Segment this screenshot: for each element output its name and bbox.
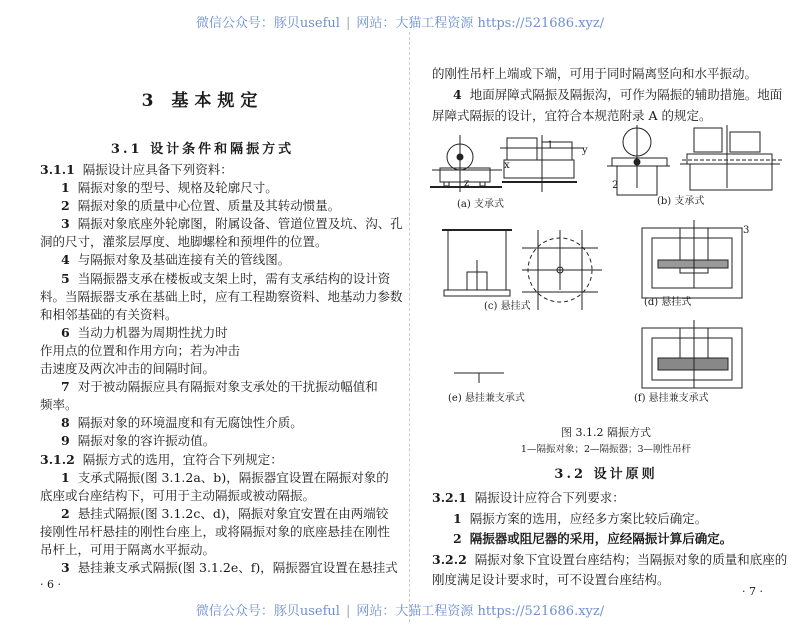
clause-number: 8 [61, 415, 70, 431]
chapter-title: 3 基本规定 [141, 91, 264, 111]
text-line [432, 529, 787, 550]
clause-number: 3.2.1 [432, 490, 467, 505]
line-text: 隔振器或阻尼器的采用，应经隔振计算后确定。 [469, 531, 733, 546]
label-y: y [582, 145, 588, 156]
text-line [432, 65, 782, 86]
right-body-text-bottom [432, 488, 787, 591]
clause-number: 3.1.2 [40, 451, 75, 467]
line-text: 悬挂兼支承式隔振(图 3.1.2e、f)，隔振器宜设置在悬挂式 [77, 560, 398, 576]
line-text: 屏障式隔振的设计，宜符合本规范附录 A 的规定。 [432, 108, 712, 123]
line-text: 地面屏障式隔振及隔振沟，可作为隔振的辅助措施。地面 [469, 87, 783, 102]
text-line [40, 523, 403, 541]
text-line [40, 342, 403, 360]
line-text: 料。当隔振器支承在基础上时，应有工程勘察资料、地基动力参数 [40, 288, 403, 304]
line-text: 击速度及两次冲击的间隔时间。 [40, 361, 216, 377]
text-line [40, 396, 403, 414]
figure-3-1-2 [412, 120, 800, 410]
line-text: 隔振对象的容许振动值。 [77, 433, 216, 449]
line-text: 隔振对象的环境温度和有无腐蚀性介质。 [77, 415, 303, 431]
text-line [40, 469, 403, 487]
text-line [40, 541, 403, 559]
text-line [40, 432, 403, 450]
text-line [432, 86, 782, 107]
label-3: 3 [743, 225, 750, 236]
figure-b-right [680, 125, 784, 190]
caption-a: (a) 支承式 [457, 199, 504, 210]
line-text: 隔振对象的型号、规格及轮廓尺寸。 [77, 180, 278, 196]
watermark-site: 网站：大猫工程资源 https://521686.xyz/ [356, 16, 605, 31]
section-title-3-2: 3.2 设计原则 [554, 467, 658, 482]
left-body-text [40, 161, 403, 577]
line-text: 隔振设计应符合下列要求： [474, 490, 625, 505]
line-text: 隔振对象的质量中心位置、质量及其转动惯量。 [77, 198, 341, 214]
line-text: 隔振对象下宜设置台座结构；当隔振对象的质量和底座的 [474, 551, 788, 567]
clause-number: 5 [61, 270, 70, 286]
line-text: 接刚性吊杆悬挂的刚性台座上，或将隔振对象的底座悬挂在刚性 [40, 523, 391, 539]
caption-b: (b) 支承式 [657, 196, 705, 207]
right-body-text-top [432, 65, 782, 128]
text-line [40, 378, 403, 396]
text-line [432, 488, 787, 509]
clause-number: 9 [61, 433, 70, 449]
text-line [40, 360, 403, 378]
text-line [40, 270, 403, 288]
figure-caption: 图 3.1.2 隔振方式 [561, 426, 651, 439]
line-text: 刚度满足设计要求时，可不设置台座结构。 [432, 572, 670, 587]
figure-legend: 1—隔振对象；2—隔振器；3—刚性吊杆 [520, 444, 692, 455]
clause-number: 1 [61, 180, 70, 196]
clause-number: 1 [61, 469, 70, 485]
text-line [40, 233, 403, 251]
line-text: 与隔振对象及基础连接有关的管线图。 [77, 252, 291, 268]
line-text: 当动力机器为周期性扰力时 [77, 324, 228, 340]
clause-number: 3 [61, 216, 70, 232]
line-text: 当隔振器支承在楼板或支架上时，需有支承结构的设计资 [77, 270, 391, 286]
label-z: z [464, 178, 470, 189]
clause-number: 3.1.1 [40, 162, 75, 177]
watermark-separator: | [345, 604, 351, 619]
text-line [40, 161, 403, 179]
clause-number: 2 [453, 531, 462, 546]
clause-number: 7 [61, 379, 70, 395]
line-text: 隔振对象底座外轮廓图，附属设备、管道位置及坑、沟、孔 [77, 216, 403, 232]
watermark-separator: | [345, 16, 351, 31]
figure-f [642, 320, 742, 388]
line-text: 作用点的位置和作用方向；若为冲击 [40, 342, 241, 358]
clause-number: 2 [61, 505, 70, 521]
line-text: 支承式隔振(图 3.1.2a、b)，隔振器宜设置在隔振对象的 [77, 469, 389, 485]
text-line [40, 306, 403, 324]
text-line [40, 197, 403, 215]
clause-number: 4 [61, 252, 70, 268]
watermark-wechat: 微信公众号：豚贝useful [195, 604, 340, 619]
clause-number: 2 [61, 198, 70, 214]
line-text: 隔振方式的选用，宜符合下列规定： [82, 451, 283, 467]
figure-a-right [500, 135, 584, 192]
text-line [40, 451, 403, 469]
clause-number: 3.2.2 [432, 551, 467, 567]
line-text: 悬挂式隔振(图 3.1.2c、d)，隔振对象宜安置在由两端铰 [77, 505, 389, 521]
line-text: 吊杆上，可用于隔离水平振动。 [40, 541, 216, 557]
text-line [40, 487, 403, 505]
watermark-site: 网站：大猫工程资源 https://521686.xyz/ [356, 604, 605, 619]
figure-c-left [442, 230, 512, 296]
caption-c: (c) 悬挂式 [484, 301, 531, 312]
caption-d: (d) 悬挂式 [644, 297, 692, 308]
clause-number: 4 [453, 87, 462, 102]
page-number: · 6 · [40, 578, 61, 591]
watermark-footer [0, 600, 800, 619]
line-text: 的刚性吊杆上端或下端，可用于同时隔离竖向和水平振动。 [432, 66, 758, 81]
text-line [40, 179, 403, 197]
page-gutter [409, 32, 410, 622]
section-title: 3.1 设计条件和隔振方式 [110, 142, 295, 157]
watermark-wechat: 微信公众号：豚贝useful [195, 16, 340, 31]
text-line [40, 251, 403, 269]
line-text: 洞的尺寸，灌浆层厚度、地脚螺栓和预埋件的位置。 [40, 234, 328, 250]
text-line [40, 215, 403, 233]
figure-d [642, 220, 742, 298]
line-text: 频率。 [40, 397, 78, 413]
text-line [40, 324, 403, 342]
label-x: x [504, 160, 510, 171]
line-text: 和相邻基础的有关资料。 [40, 306, 178, 322]
caption-e: (e) 悬挂兼支承式 [448, 393, 525, 404]
text-line [40, 505, 403, 523]
figure-c-right [522, 230, 602, 310]
text-line [432, 570, 787, 591]
line-text: 底座或台座结构下，可用于主动隔振或被动隔振。 [40, 487, 316, 503]
clause-number: 6 [61, 324, 70, 340]
line-text: 隔振设计应具备下列资料： [82, 162, 233, 177]
page-number-right: · 7 · [742, 585, 763, 598]
text-line [40, 414, 403, 432]
text-line [432, 509, 787, 530]
caption-f: (f) 悬挂兼支承式 [634, 393, 709, 404]
label-1: 1 [547, 140, 554, 151]
line-text: 对于被动隔振应具有隔振对象支承处的干扰振动幅值和 [77, 379, 378, 395]
line-text: 隔振方案的选用，应经多方案比较后确定。 [469, 510, 708, 526]
text-line [40, 559, 403, 577]
label-2: 2 [612, 180, 619, 191]
clause-number: 3 [61, 560, 70, 576]
clause-number: 1 [453, 510, 462, 526]
right-page [412, 0, 800, 638]
text-line [40, 288, 403, 306]
text-line [432, 550, 787, 571]
